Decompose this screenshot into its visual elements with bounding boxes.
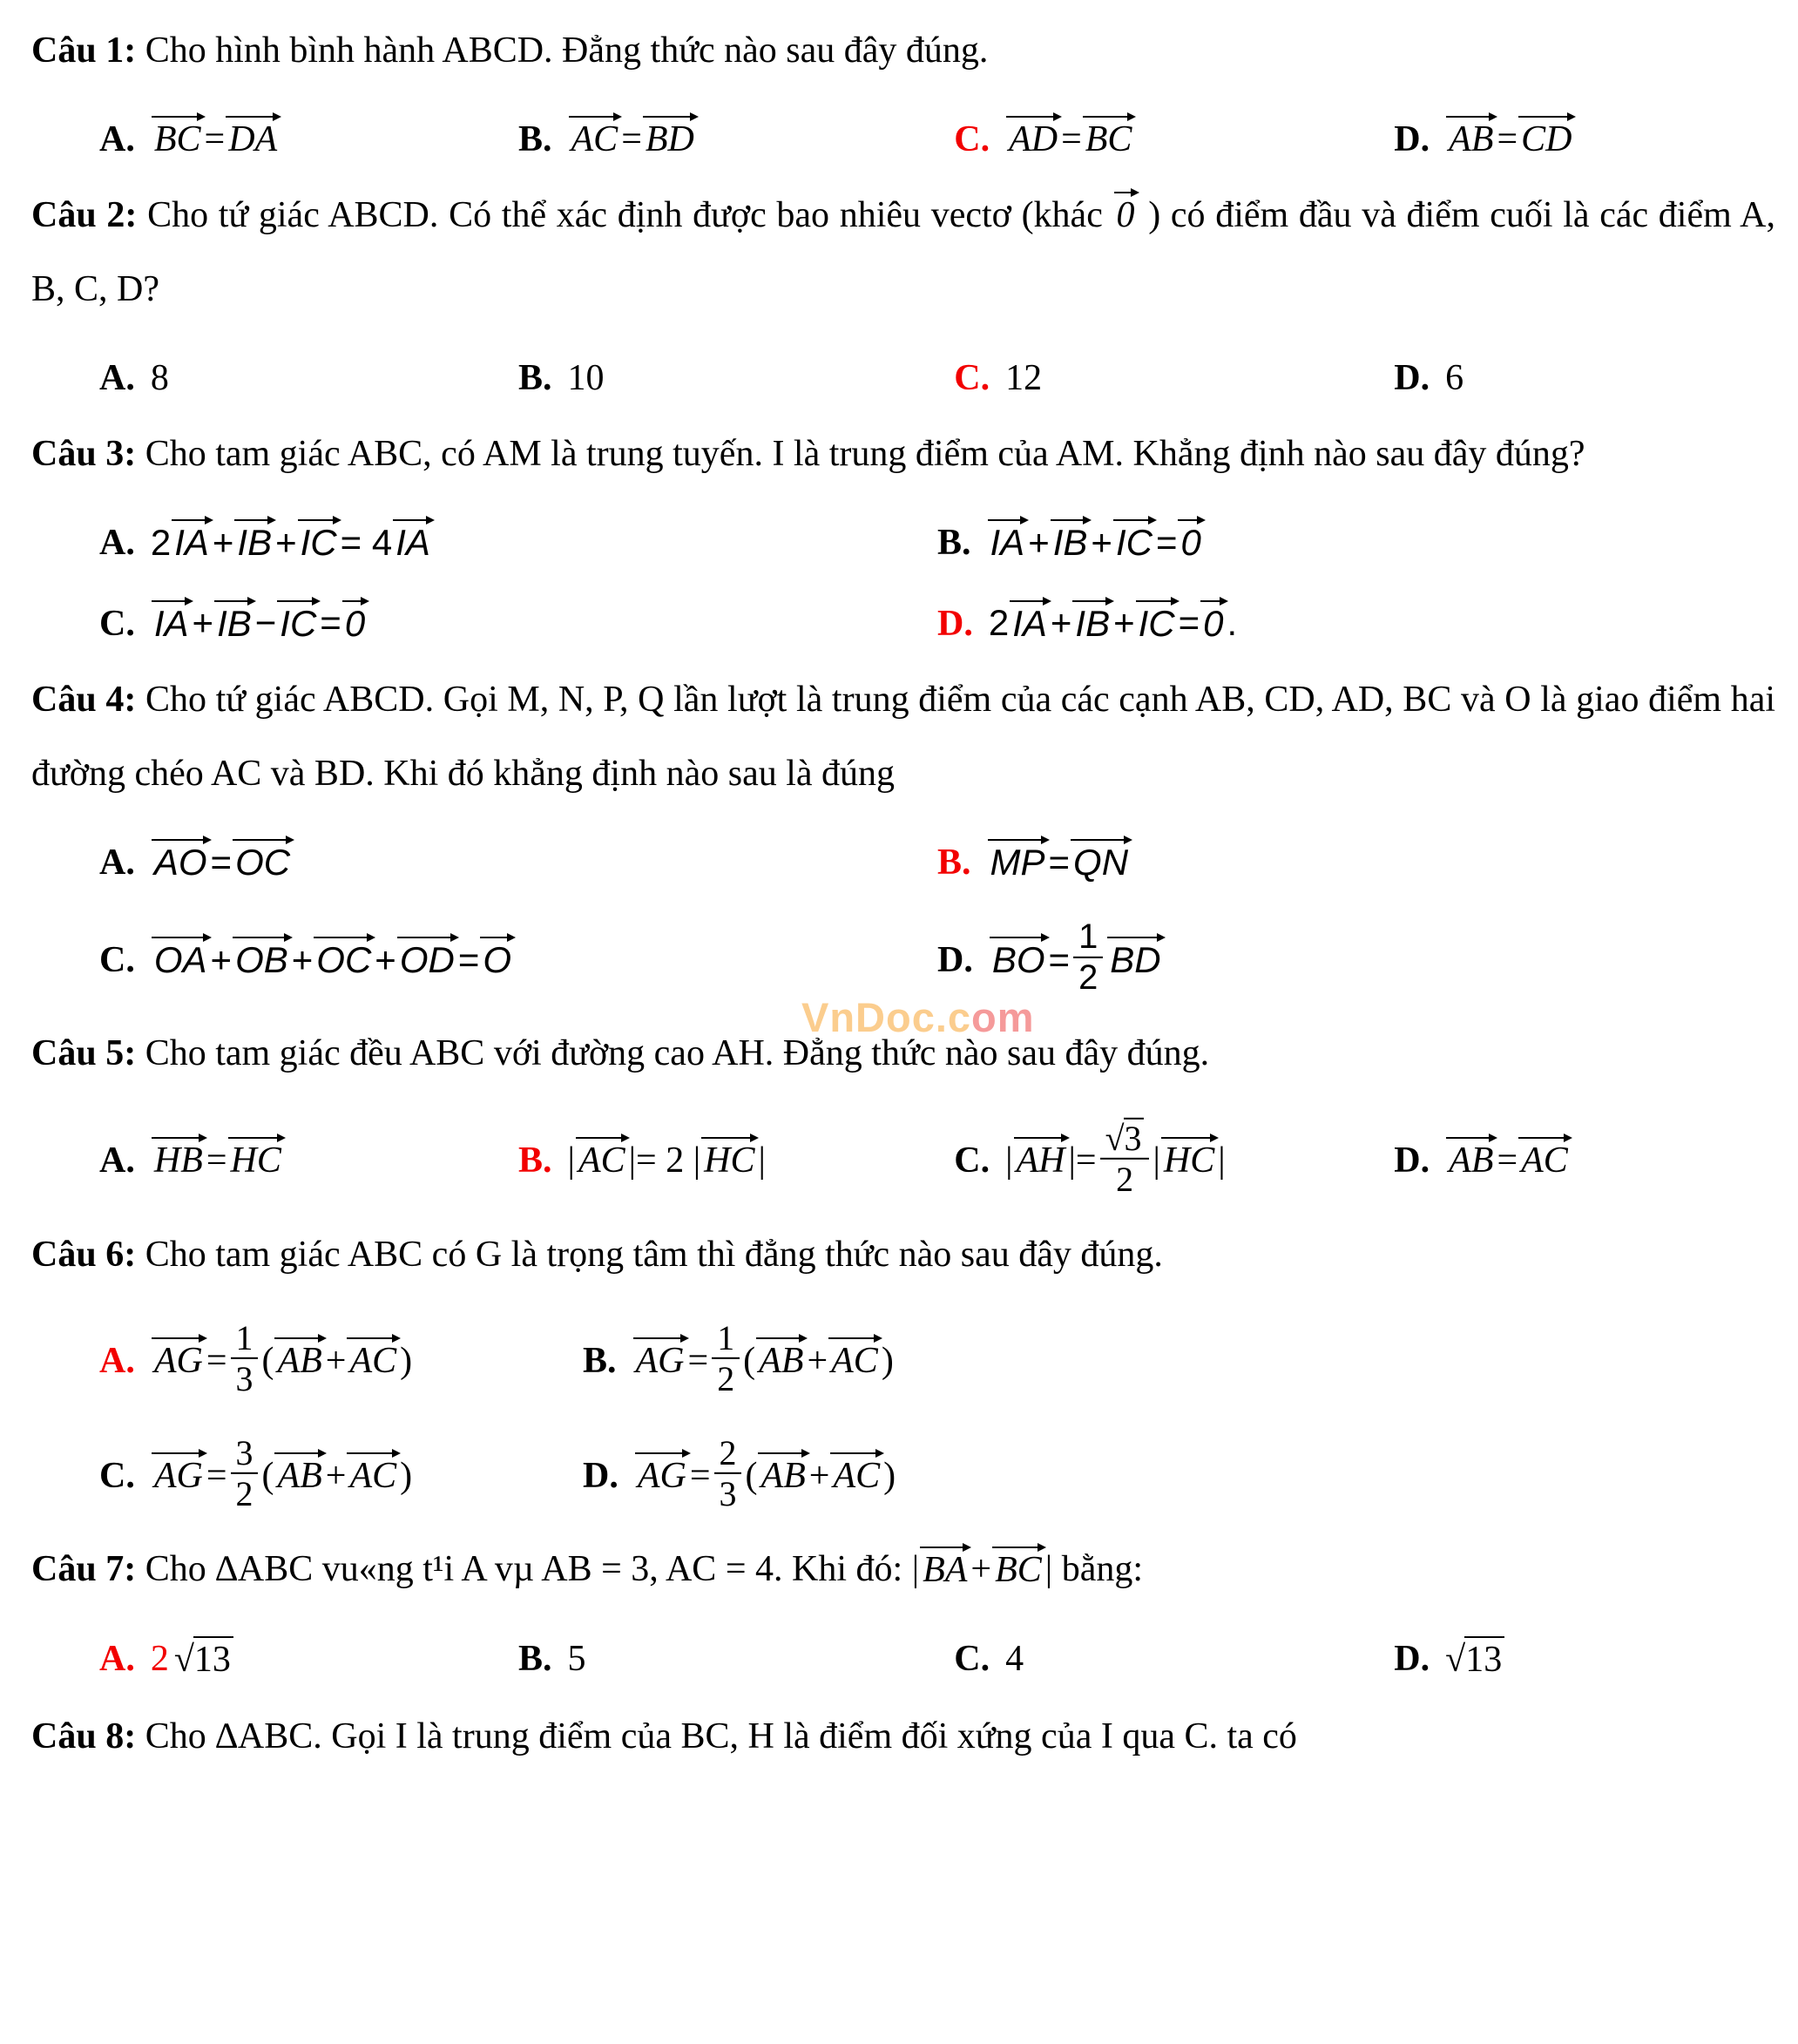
vector-arrow: AB — [1446, 1142, 1496, 1179]
option-formula: HB = HC — [151, 1139, 285, 1182]
vector-arrow: HC — [1161, 1142, 1217, 1179]
option-formula: 5 — [567, 1639, 586, 1680]
vector-arrow: IA — [393, 525, 433, 561]
vector-arrow: 0 — [1200, 606, 1226, 642]
option-key: C. — [954, 1639, 990, 1680]
option-formula: BO = $\frac{1}{2}$ BD — [989, 921, 1165, 999]
question-2-heading — [31, 179, 1775, 327]
option-key: B. — [518, 119, 552, 160]
option-C[interactable] — [99, 575, 937, 655]
option-C[interactable] — [99, 912, 937, 992]
vector-arrow: AG — [635, 1458, 689, 1494]
option-A[interactable] — [99, 495, 937, 575]
option-D[interactable] — [937, 575, 1775, 655]
option-D[interactable] — [1394, 1610, 1775, 1692]
question-text: Cho ∆ABC vu«ng t¹i A vµ AB = 3, AC = 4. Khi đó: | BA + BC | bằng: — [145, 1549, 1144, 1590]
option-formula: AG = $\frac{3}{2}$ ( AB + AC ) — [151, 1437, 412, 1515]
question-6-heading — [31, 1218, 1775, 1292]
option-key: B. — [937, 523, 971, 564]
question-3-heading — [31, 417, 1775, 491]
option-C[interactable] — [954, 1094, 1394, 1211]
option-key: A. — [99, 842, 135, 883]
option-key: A. — [99, 119, 135, 160]
vector-arrow: IA — [1010, 606, 1050, 642]
option-key: D. — [583, 1456, 618, 1497]
vector-arrow: AC — [576, 1142, 628, 1179]
options-grid-7 — [31, 1610, 1775, 1692]
question-text: Cho ∆ABC. Gọi I là trung điểm của BC, H là điểm đối xứng của I qua C. ta có — [145, 1716, 1297, 1756]
option-formula: | AC |= 2 | HC | — [567, 1140, 766, 1181]
option-B[interactable] — [518, 1113, 954, 1193]
radical: √ 13 — [1445, 1636, 1504, 1682]
option-key: D. — [1394, 358, 1430, 399]
vector-arrow: BC — [152, 121, 204, 158]
option-formula: 6 — [1445, 357, 1464, 398]
vector-arrow: OC — [314, 942, 374, 978]
question-7-heading — [31, 1533, 1775, 1607]
fraction: √ 3 2 — [1100, 1118, 1150, 1198]
question-7 — [31, 1533, 1775, 1692]
question-4 — [31, 663, 1775, 1010]
vector-arrow: IB — [234, 525, 274, 561]
option-formula: AC = BD — [568, 118, 698, 161]
vector-arrow: HB — [152, 1142, 206, 1179]
vector-arrow: IA — [172, 525, 212, 561]
option-key: C. — [954, 1140, 990, 1181]
options-grid-1 — [31, 91, 1775, 172]
option-key: A. — [99, 358, 135, 399]
vector-arrow: BC — [992, 1552, 1044, 1588]
vector-arrow: BD — [1107, 942, 1163, 978]
vector-arrow: AB — [274, 1458, 324, 1494]
vector-arrow: BD — [643, 121, 697, 158]
question-label: Câu 1: — [31, 30, 137, 71]
vector-arrow: DA — [226, 121, 280, 158]
option-key: C. — [954, 358, 990, 399]
option-formula: OA + OB + OC + OD = O — [151, 938, 515, 982]
option-D[interactable] — [583, 1411, 1775, 1526]
option-A[interactable] — [99, 330, 518, 410]
option-key: D. — [937, 603, 973, 644]
option-C[interactable] — [954, 1611, 1394, 1691]
option-formula: MP = QN — [987, 841, 1132, 884]
question-2 — [31, 179, 1775, 410]
vector-arrow: AC — [569, 121, 621, 158]
options-grid-4 — [31, 815, 1775, 1011]
option-formula — [1445, 1636, 1504, 1682]
vector-arrow: IC — [1113, 525, 1155, 561]
options-grid-3 — [31, 495, 1775, 656]
option-formula: 4 — [1005, 1639, 1024, 1680]
option-key: C. — [99, 603, 135, 644]
option-formula: IA + IB + IC = 0 — [987, 521, 1205, 565]
question-label: Câu 4: — [31, 679, 137, 720]
vector-arrow: AB — [756, 1343, 806, 1379]
option-key: C. — [954, 119, 990, 160]
option-key: D. — [1394, 1639, 1430, 1680]
options-grid-6 — [31, 1296, 1775, 1526]
option-A[interactable] — [99, 1296, 583, 1411]
question-label: Câu 5: — [31, 1033, 137, 1074]
option-formula: 12 — [1005, 357, 1043, 398]
option-key: B. — [583, 1341, 617, 1382]
option-D[interactable] — [1394, 330, 1775, 410]
option-formula: BC = DA — [151, 118, 281, 161]
question-5 — [31, 1017, 1775, 1211]
vector-arrow: QN — [1071, 844, 1131, 881]
question-text: Cho tam giác đều ABC với đường cao AH. Đẳng thức nào sau đây đúng. — [145, 1033, 1210, 1074]
vector-arrow: BA — [920, 1552, 970, 1588]
vector-arrow: O — [480, 942, 514, 978]
question-label: Câu 7: — [31, 1549, 137, 1590]
vector-arrow: HC — [701, 1142, 757, 1179]
fraction: $\frac{1}{2}$ — [1073, 918, 1103, 997]
option-A[interactable] — [99, 815, 937, 895]
vector-arrow: IB — [214, 606, 254, 642]
vector-arrow: BC — [1083, 121, 1135, 158]
vector-arrow: AC — [1518, 1142, 1571, 1179]
option-key: A. — [99, 1639, 135, 1680]
option-key: D. — [937, 940, 973, 981]
vector-arrow: IA — [988, 525, 1028, 561]
option-C[interactable] — [99, 1411, 583, 1526]
option-formula: AB = CD — [1445, 118, 1575, 161]
vector-arrow: AB — [758, 1458, 808, 1494]
radical: √ 13 — [174, 1636, 233, 1682]
option-formula: AG = $\frac{2}{3}$ ( AB + AC ) — [634, 1437, 896, 1515]
vector-arrow: AC — [830, 1458, 882, 1494]
vector-arrow: IC — [1136, 606, 1178, 642]
option-formula: 2 IA + IB + IC = 0 . — [988, 602, 1238, 644]
option-formula: IA + IB − IC = 0 — [151, 601, 368, 645]
vector-arrow: OB — [233, 942, 291, 978]
vector-arrow: IB — [1051, 525, 1091, 561]
vector-arrow: IB — [1072, 606, 1112, 642]
option-A[interactable] — [99, 91, 518, 172]
vector-arrow: AD — [1006, 121, 1060, 158]
option-B[interactable] — [583, 1296, 1775, 1411]
option-key: A. — [99, 1140, 135, 1181]
option-formula: 8 — [150, 357, 169, 398]
option-D[interactable] — [1394, 1113, 1775, 1193]
vector-arrow: MP — [988, 844, 1048, 881]
option-formula: AO = OC — [151, 841, 294, 884]
option-formula: 2 IA + IB + IC = 4 IA — [151, 521, 434, 565]
vector-arrow: AB — [1446, 121, 1496, 158]
question-5-heading — [31, 1017, 1775, 1091]
question-8-heading — [31, 1700, 1775, 1774]
question-1 — [31, 14, 1775, 172]
vector-arrow: AG — [152, 1343, 206, 1379]
option-formula: AG = $\frac{1}{2}$ ( AB + AC ) — [632, 1322, 894, 1400]
vector-arrow: 0 — [1114, 197, 1138, 234]
vector-arrow: HC — [228, 1142, 284, 1179]
vector-arrow: OC — [233, 844, 293, 881]
question-label: Câu 2: — [31, 195, 138, 236]
vector-arrow: BO — [990, 942, 1048, 978]
option-D[interactable] — [937, 895, 1775, 1010]
option-key: B. — [518, 1140, 552, 1181]
option-formula: 2 √ 13 — [151, 1636, 233, 1682]
vector-arrow: IA — [152, 606, 192, 642]
option-key: B. — [518, 1639, 552, 1680]
option-key: D. — [1394, 1140, 1430, 1181]
option-key: A. — [99, 523, 135, 564]
vector-arrow: AB — [274, 1343, 324, 1379]
question-text: Cho tam giác ABC có G là trọng tâm thì đẳng thức nào sau đây đúng. — [145, 1235, 1163, 1276]
option-A[interactable] — [99, 1610, 518, 1692]
watermark-text-gold: VnDoc.c — [801, 994, 972, 1040]
option-A[interactable] — [99, 1113, 518, 1193]
options-grid-2 — [31, 330, 1775, 410]
option-B[interactable] — [518, 1611, 954, 1691]
option-formula: AG = $\frac{1}{3}$ ( AB + AC ) — [151, 1322, 412, 1400]
option-D[interactable] — [1394, 91, 1775, 172]
option-key: C. — [99, 940, 135, 980]
watermark-text-pink: om — [971, 994, 1035, 1040]
question-label: Câu 6: — [31, 1235, 137, 1276]
vector-arrow: AG — [152, 1458, 206, 1494]
worksheet-content — [31, 14, 1775, 1773]
option-key: C. — [99, 1456, 135, 1497]
question-text: Cho tam giác ABC, có AM là trung tuyến. I là trung điểm của AM. Khẳng định nào sau đây đúng? — [145, 434, 1585, 475]
option-key: B. — [937, 842, 971, 883]
vector-arrow: AC — [828, 1343, 881, 1379]
option-formula: 10 — [567, 357, 605, 398]
vector-arrow: AC — [347, 1343, 399, 1379]
vector-arrow: AG — [633, 1343, 687, 1379]
option-C[interactable] — [954, 91, 1394, 172]
vector-arrow: AO — [152, 844, 210, 881]
option-C[interactable] — [954, 330, 1394, 410]
question-label: Câu 3: — [31, 434, 137, 475]
vector-arrow: CD — [1518, 121, 1574, 158]
fraction: $\frac{1}{2}$ — [712, 1319, 740, 1398]
question-text: Cho tứ giác ABCD. Gọi M, N, P, Q lần lượt là trung điểm của các cạnh AB, CD, AD, BC và O là giao điểm hai đường chéo AC và BD. Khi đó khẳng định nào sau là đúng — [31, 679, 1776, 794]
question-6 — [31, 1218, 1775, 1526]
option-formula: | AH |= √ 3 2 | HC | — [1005, 1118, 1226, 1199]
option-formula: AD = BC — [1005, 118, 1135, 161]
vector-arrow: OD — [397, 942, 457, 978]
option-B[interactable] — [518, 91, 954, 172]
vector-arrow: IC — [298, 525, 340, 561]
question-text: Cho hình bình hành ABCD. Đẳng thức nào sau đây đúng. — [145, 30, 989, 71]
vector-arrow: IC — [277, 606, 319, 642]
fraction: $\frac{1}{3}$ — [231, 1319, 259, 1398]
question-3 — [31, 417, 1775, 656]
question-label: Câu 8: — [31, 1716, 137, 1756]
question-text: Cho tứ giác ABCD. Có thể xác định được bao nhiêu vectơ (khác 0 ) có điểm đầu và điểm cuối là các điểm A, B, C, D? — [31, 195, 1775, 310]
option-formula: AB = AC — [1445, 1139, 1572, 1182]
option-B[interactable] — [518, 330, 954, 410]
option-key: D. — [1394, 119, 1430, 160]
vector-arrow: 0 — [1178, 525, 1203, 561]
vector-arrow: AC — [347, 1458, 399, 1494]
option-key: A. — [99, 1341, 135, 1382]
vector-arrow: OA — [152, 942, 210, 978]
question-1-heading — [31, 14, 1775, 88]
option-key: B. — [518, 358, 552, 399]
vector-arrow: 0 — [342, 606, 368, 642]
question-8 — [31, 1700, 1775, 1774]
fraction: $\frac{3}{2}$ — [231, 1434, 259, 1513]
fraction: $\frac{2}{3}$ — [714, 1434, 742, 1513]
options-grid-5 — [31, 1094, 1775, 1211]
vector-arrow: AH — [1014, 1142, 1068, 1179]
option-B[interactable] — [937, 495, 1775, 575]
question-4-heading — [31, 663, 1775, 811]
option-B[interactable] — [937, 815, 1775, 895]
